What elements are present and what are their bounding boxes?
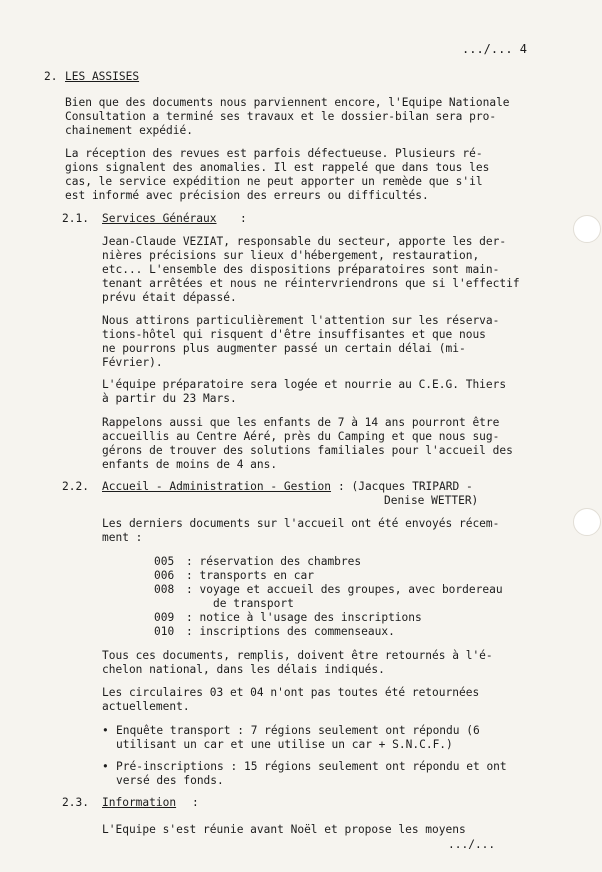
document-description: : voyage et accueil des groupes, avec bordereau — [186, 583, 503, 596]
document-description: : notice à l'usage des inscriptions — [186, 611, 422, 624]
paragraph-line: chainement expédié. — [65, 124, 193, 137]
document-code: 005 — [154, 555, 175, 568]
document-code: 006 — [154, 569, 175, 582]
bullet-text: Pré-inscriptions : 15 régions seulement ont répondu et ont — [116, 760, 507, 773]
paragraph-line: La réception des revues est parfois défectueuse. Plusieurs ré- — [65, 147, 483, 160]
paragraph-line: etc... L'ensemble des dispositions préparatoires sont main- — [102, 263, 500, 276]
paragraph-line: Tous ces documents, remplis, doivent être retournés à l'é- — [102, 649, 493, 662]
paragraph-line: ment : — [102, 531, 143, 544]
paragraph-line: L'Equipe s'est réunie avant Noël et propose les moyens — [102, 823, 466, 836]
document-description: : réservation des chambres — [186, 555, 362, 568]
subsection-colon: : — [240, 212, 247, 225]
document-description: : transports en car — [186, 569, 314, 582]
punch-hole-top — [573, 215, 601, 243]
paragraph-line: enfants de moins de 4 ans. — [102, 458, 278, 471]
document-code: 008 — [154, 583, 175, 596]
continued-marker: .../... — [448, 838, 496, 851]
paragraph-line: à partir du 23 Mars. — [102, 392, 237, 405]
paragraph-line: gions signalent des anomalies. Il est rappelé que dans tous les — [65, 161, 490, 174]
bullet-text: utilisant un car et une utilise un car + S.N.C.F.) — [116, 738, 453, 751]
subsection-title: Accueil - Administration - Gestion — [102, 480, 332, 493]
paragraph-line: gérons de trouver des solutions familiales pour l'accueil des — [102, 444, 513, 457]
subsection-number: 2.2. — [62, 480, 89, 493]
subsection-responsibles: : (Jacques TRIPARD - — [338, 480, 473, 493]
bullet-dot: • — [102, 760, 109, 773]
section-title: LES ASSISES — [65, 70, 140, 83]
paragraph-line: tions-hôtel qui risquent d'être insuffisantes et que nous — [102, 328, 486, 341]
subsection-number: 2.1. — [62, 212, 89, 225]
paragraph-line: ne pourrons plus augmenter passé un certain délai (mi- — [102, 342, 466, 355]
subsection-responsibles-cont: Denise WETTER) — [384, 494, 479, 507]
paragraph-line: Jean-Claude VEZIAT, responsable du secteur, apporte les der- — [102, 235, 507, 248]
paragraph-line: L'équipe préparatoire sera logée et nourrie au C.E.G. Thiers — [102, 378, 507, 391]
paragraph-line: cas, le service expédition ne peut apporter un remède que s'il — [65, 175, 483, 188]
paragraph-line: Bien que des documents nous parviennent encore, l'Equipe Nationale — [65, 96, 510, 109]
paragraph-line: chelon national, dans les délais indiqués. — [102, 663, 385, 676]
paragraph-line: nières précisions sur lieux d'hébergement, restauration, — [102, 249, 480, 262]
document-code: 009 — [154, 611, 175, 624]
paragraph-line: Les derniers documents sur l'accueil ont été envoyés récem- — [102, 517, 500, 530]
subsection-title: Information — [102, 796, 177, 809]
subsection-colon: : — [192, 796, 199, 809]
bullet-dot: • — [102, 724, 109, 737]
page-reference: .../... 4 — [462, 42, 528, 56]
paragraph-line: accueillis au Centre Aéré, près du Camping et que nous sug- — [102, 430, 500, 443]
subsection-title: Services Généraux — [102, 212, 217, 225]
paragraph-line: Les circulaires 03 et 04 n'ont pas toutes été retournées — [102, 686, 480, 699]
bullet-text: versé des fonds. — [116, 774, 224, 787]
document-description: : inscriptions des commenseaux. — [186, 625, 395, 638]
paragraph-line: tenant arrêtées et nous ne réintervriendrons que si l'effectif — [102, 277, 520, 290]
paragraph-line: Rappelons aussi que les enfants de 7 à 14 ans pourront être — [102, 416, 500, 429]
bullet-text: Enquête transport : 7 régions seulement ont répondu (6 — [116, 724, 480, 737]
document-code: 010 — [154, 625, 175, 638]
paragraph-line: Nous attirons particulièrement l'attention sur les réserva- — [102, 314, 500, 327]
subsection-number: 2.3. — [62, 796, 89, 809]
paragraph-line: prévu était dépassé. — [102, 291, 237, 304]
punch-hole-bottom — [573, 508, 601, 536]
paragraph-line: est informé avec précision des erreurs ou difficultés. — [65, 189, 429, 202]
paragraph-line: Février). — [102, 356, 163, 369]
section-number: 2. — [44, 70, 58, 83]
paragraph-line: actuellement. — [102, 700, 190, 713]
document-description-cont: de transport — [213, 597, 294, 610]
paragraph-line: Consultation a terminé ses travaux et le dossier-bilan sera pro- — [65, 110, 497, 123]
